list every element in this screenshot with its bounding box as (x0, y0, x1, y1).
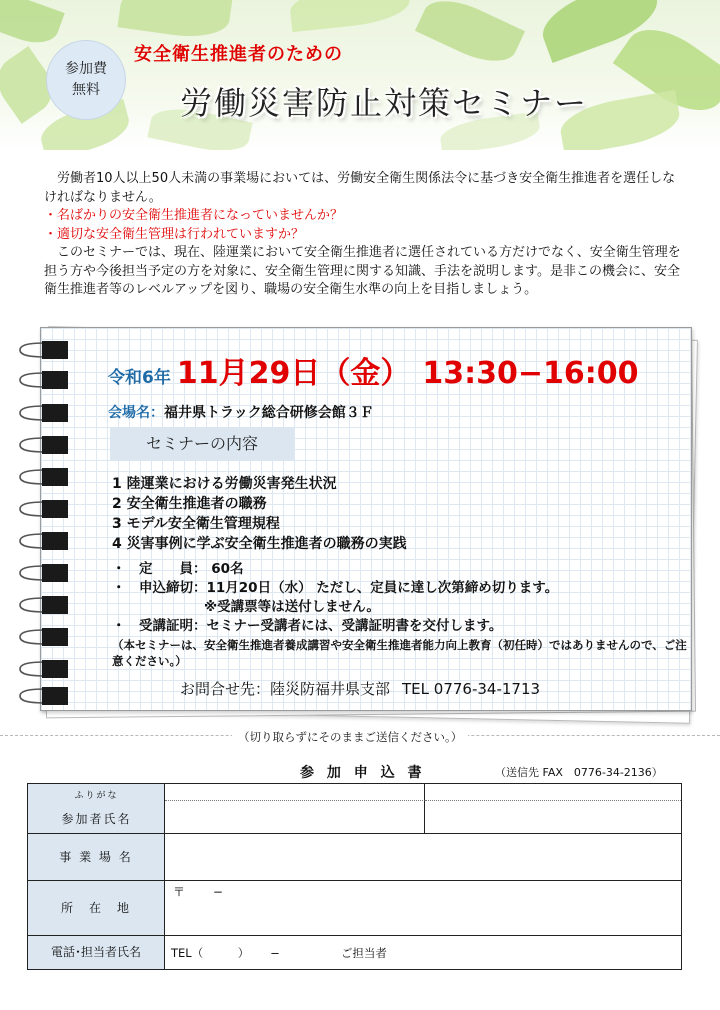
application-form (27, 783, 682, 970)
leaf-decoration (0, 0, 65, 51)
deadline: ・ 申込締切：11月20日（水） ただし、定員に達し次第締め切ります。 (112, 580, 559, 596)
event-date: 11月29日（金） (176, 356, 411, 391)
intro-paragraph: 労働者10人以上50人未満の事業場においては、労働安全衛生関係法令に基づき安全衛生推進者を選任しなければなりません。 (44, 171, 676, 205)
phone-template: TEL（ ） − ご担当者 (171, 946, 387, 960)
event-date-line (108, 348, 638, 392)
capacity: ・ 定 員： 60名 (112, 561, 244, 577)
subtitle: 安全衛生推進者のための (134, 44, 343, 65)
leaf-decoration (288, 0, 412, 32)
list-item: 3 モデル安全衛生管理規程 (112, 516, 280, 532)
list-item: 1 陸運業における労働災害発生状況 (112, 476, 337, 492)
venue (108, 402, 374, 422)
name-label-cell (28, 784, 165, 834)
inquiry-phone: TEL 0776-34-1713 (402, 680, 541, 698)
furigana-field-2[interactable] (425, 784, 681, 801)
business-field[interactable] (165, 834, 681, 881)
notebook-ring-icon (18, 592, 70, 618)
notebook-ring-icon (18, 496, 70, 522)
notebook-ring-icon (18, 432, 70, 458)
address-label: 所 在 地 (28, 881, 165, 936)
leaf-decoration (117, 0, 232, 42)
fee-value: 無料 (72, 82, 100, 98)
notebook-ring-icon (18, 560, 70, 586)
inquiry (180, 678, 540, 699)
notebook-ring-icon (18, 656, 70, 682)
address-field[interactable] (165, 881, 681, 936)
contents-list (112, 474, 407, 554)
venue-name: 福井県トラック総合研修会館３Ｆ (164, 405, 374, 421)
list-item: 4 災害事例に学ぶ安全衛生推進者の職務の実践 (112, 536, 407, 552)
certificate: ・ 受講証明：セミナー受講者には、受講証明書を交付します。 (112, 618, 503, 634)
phone-field[interactable] (165, 936, 681, 969)
form-title: 参 加 申 込 書 (300, 765, 426, 781)
name-field[interactable] (165, 801, 425, 834)
intro-question: ・適切な安全衛生管理は行われていますか？ (44, 226, 305, 242)
intro-text (44, 170, 684, 300)
fee-label: 参加費 (65, 61, 107, 77)
notebook-ring-icon (18, 400, 70, 426)
fax-number: （送信先 FAX 0776-34-2136） (495, 766, 663, 779)
disclaimer-note: （本セミナーは、安全衛生推進者養成講習や安全衛生推進者能力向上教育（初任時）ではありませんので、ご注意ください。） (112, 638, 687, 668)
notebook-ring-icon (18, 337, 70, 363)
deadline-note: ※受講票等は送付しません。 (204, 599, 380, 615)
postal-mark: 〒 − (173, 885, 223, 899)
notebook-ring-icon (18, 367, 70, 393)
inquiry-contact: お問合せ先：陸災防福井県支部 (180, 680, 391, 698)
phone-label: 電話･担当者氏名 (28, 936, 165, 969)
intro-question: ・名ばかりの安全衛生推進者になっていませんか？ (44, 208, 344, 223)
contents-heading: セミナーの内容 (110, 427, 294, 461)
free-admission-badge (46, 40, 126, 120)
event-details (112, 560, 558, 636)
name-field-2[interactable] (425, 801, 681, 834)
notebook-ring-icon (18, 624, 70, 650)
furigana-label: ふりがな (74, 791, 119, 801)
event-era: 令和6年 (108, 368, 171, 388)
leaf-decoration (415, 0, 525, 73)
furigana-field[interactable] (165, 784, 425, 801)
venue-label: 会場名： (108, 405, 164, 421)
page-title: 労働災害防止対策セミナー (180, 84, 589, 122)
notebook-ring-icon (18, 683, 70, 709)
name-label: 参加者氏名 (61, 812, 132, 826)
notebook-ring-icon (18, 528, 70, 554)
cut-note: （切り取らずにそのままご送信ください。） (232, 729, 468, 745)
notebook-ring-icon (18, 464, 70, 490)
list-item: 2 安全衛生推進者の職務 (112, 496, 267, 512)
business-label: 事 業 場 名 (28, 834, 165, 881)
intro-paragraph: このセミナーでは、現在、陸運業において安全衛生推進者に選任されている方だけでなく、安全衛生管理を担う方や今後担当予定の方を対象に、安全衛生管理に関する知識、手法を説明します。是非この機会に、安全衛生推進者等のレベルアップを図り、職場の安全衛生水準の向上を目指しましょう。 (44, 245, 681, 297)
event-time: 13:30−16:00 (422, 356, 639, 391)
